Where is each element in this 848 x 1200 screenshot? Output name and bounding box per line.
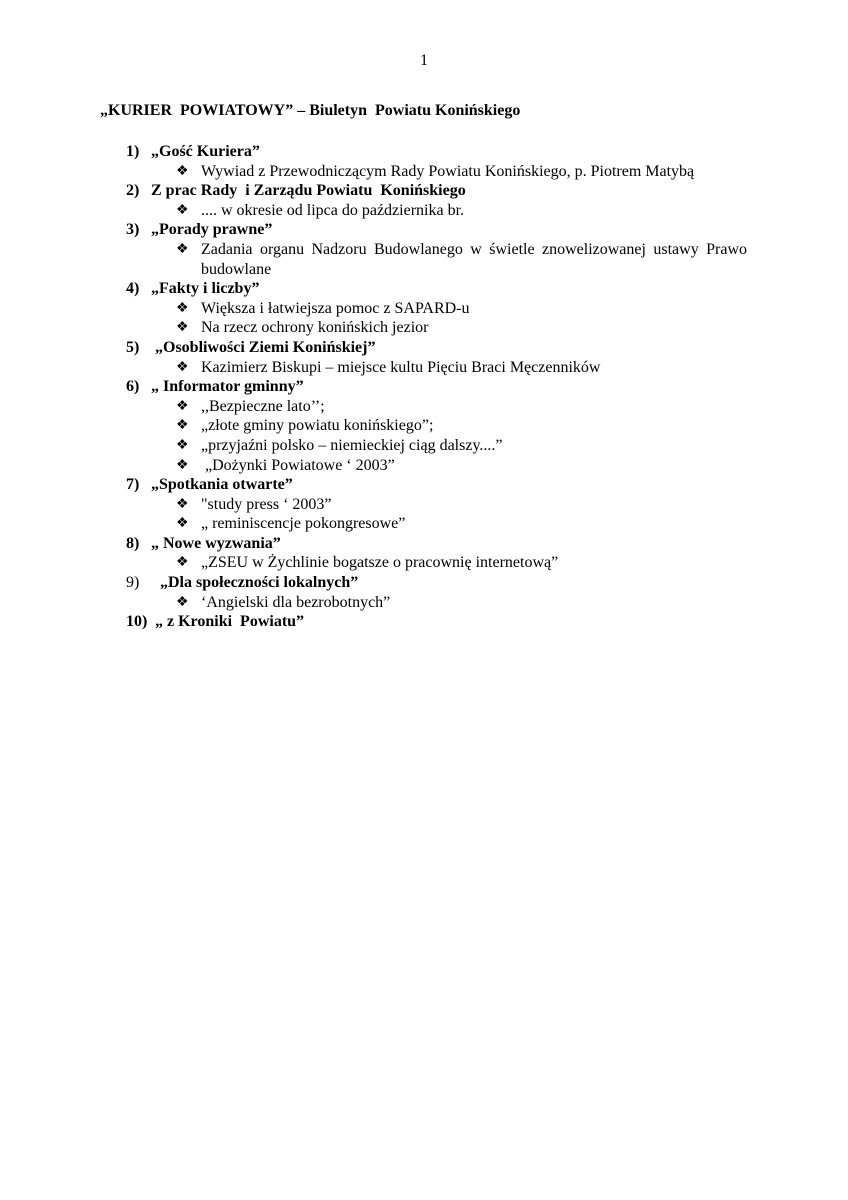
bullet-text: ‘Angielski dla bezrobotnych” bbox=[201, 593, 391, 611]
bullet-text: Na rzecz ochrony konińskich jezior bbox=[201, 319, 429, 337]
section-number: 2) bbox=[126, 182, 140, 200]
section-title: „Fakty i liczby” bbox=[151, 280, 260, 298]
section-number: 8) bbox=[126, 534, 140, 552]
toc-section bbox=[0, 142, 848, 181]
bullet-item bbox=[0, 201, 848, 221]
section-heading bbox=[0, 220, 848, 240]
diamond-bullet-icon: ❖ bbox=[176, 398, 189, 414]
section-heading bbox=[0, 279, 848, 299]
diamond-bullet-icon: ❖ bbox=[176, 457, 189, 473]
bullet-item bbox=[0, 495, 848, 515]
diamond-bullet-icon: ❖ bbox=[176, 320, 189, 336]
section-number: 1) bbox=[126, 143, 140, 160]
bullet-text: Kazimierz Biskupi – miejsce kultu Pięciu Braci Męczenników bbox=[201, 358, 601, 376]
section-heading bbox=[0, 142, 848, 162]
section-heading bbox=[0, 377, 848, 397]
toc-section bbox=[0, 573, 848, 612]
section-title: „ Nowe wyzwania” bbox=[151, 534, 281, 552]
diamond-bullet-icon: ❖ bbox=[176, 496, 189, 512]
bullet-text: ,,Bezpieczne lato’’; bbox=[201, 397, 325, 415]
table-of-contents bbox=[0, 142, 848, 632]
bullet-item bbox=[0, 514, 848, 534]
bullet-item bbox=[0, 162, 848, 182]
toc-section bbox=[0, 377, 848, 475]
bullet-item bbox=[0, 397, 848, 417]
toc-section bbox=[0, 612, 848, 632]
bullet-text: „Dożynki Powiatowe ‘ 2003” bbox=[201, 456, 395, 474]
diamond-bullet-icon: ❖ bbox=[176, 594, 189, 610]
page-number: 1 bbox=[420, 52, 428, 69]
section-title: „Dla społeczności lokalnych” bbox=[160, 574, 359, 592]
bullet-text: Większa i łatwiejsza pomoc z SAPARD-u bbox=[201, 299, 470, 317]
section-number: 5) bbox=[126, 338, 140, 356]
section-title: „ Informator gminny” bbox=[151, 378, 304, 396]
section-heading bbox=[0, 612, 848, 632]
section-heading bbox=[0, 338, 848, 358]
document-title: „KURIER POWIATOWY” – Biuletyn Powiatu Konińskiego bbox=[100, 102, 521, 119]
bullet-item bbox=[0, 318, 848, 338]
section-number: 7) bbox=[126, 476, 140, 494]
toc-section bbox=[0, 338, 848, 377]
diamond-bullet-icon: ❖ bbox=[176, 555, 189, 571]
bullet-text: „złote gminy powiatu konińskiego”; bbox=[201, 417, 434, 435]
section-number: 6) bbox=[126, 378, 140, 396]
bullet-text: "study press ‘ 2003” bbox=[201, 495, 332, 513]
section-heading bbox=[0, 573, 848, 593]
bullet-text: „ reminiscencje pokongresowe” bbox=[201, 515, 406, 533]
section-number: 3) bbox=[126, 221, 140, 239]
toc-section bbox=[0, 475, 848, 534]
toc-section bbox=[0, 181, 848, 220]
bullet-text: Wywiad z Przewodniczącym Rady Powiatu Konińskiego, p. Piotrem Matybą bbox=[201, 162, 695, 180]
diamond-bullet-icon: ❖ bbox=[176, 202, 189, 218]
bullet-item bbox=[0, 416, 848, 436]
toc-section bbox=[0, 534, 848, 573]
section-number: 9) bbox=[126, 574, 140, 592]
toc-section bbox=[0, 220, 848, 279]
bullet-item bbox=[0, 593, 848, 613]
bullet-text: Zadania organu Nadzoru Budowlanego w świetle znowelizowanej ustawy Prawo budowlane bbox=[201, 240, 747, 278]
diamond-bullet-icon: ❖ bbox=[176, 163, 189, 179]
diamond-bullet-icon: ❖ bbox=[176, 241, 189, 257]
section-title: „Osobliwości Ziemi Konińskiej” bbox=[155, 338, 376, 356]
section-title: „Gość Kuriera” bbox=[151, 143, 260, 160]
bullet-item bbox=[0, 299, 848, 319]
diamond-bullet-icon: ❖ bbox=[176, 359, 189, 375]
bullet-item bbox=[0, 553, 848, 573]
diamond-bullet-icon: ❖ bbox=[176, 300, 189, 316]
toc-section bbox=[0, 279, 848, 338]
section-title: „Spotkania otwarte” bbox=[151, 476, 293, 494]
section-heading bbox=[0, 475, 848, 495]
section-title: „ z Kroniki Powiatu” bbox=[155, 613, 305, 631]
diamond-bullet-icon: ❖ bbox=[176, 418, 189, 434]
bullet-text: .... w okresie od lipca do października br. bbox=[201, 201, 465, 219]
bullet-item bbox=[0, 240, 848, 279]
diamond-bullet-icon: ❖ bbox=[176, 516, 189, 532]
section-title: Z prac Rady i Zarządu Powiatu Konińskiego bbox=[151, 182, 466, 200]
bullet-item bbox=[0, 436, 848, 456]
bullet-item bbox=[0, 456, 848, 476]
section-heading bbox=[0, 534, 848, 554]
section-title: „Porady prawne” bbox=[151, 221, 273, 239]
section-number: 4) bbox=[126, 280, 140, 298]
bullet-text: „ZSEU w Żychlinie bogatsze o pracownię internetową” bbox=[201, 554, 559, 572]
diamond-bullet-icon: ❖ bbox=[176, 437, 189, 453]
section-number: 10) bbox=[126, 613, 148, 631]
bullet-item bbox=[0, 358, 848, 378]
bullet-text: „przyjaźni polsko – niemieckiej ciąg dalszy....” bbox=[201, 436, 503, 454]
section-heading bbox=[0, 181, 848, 201]
